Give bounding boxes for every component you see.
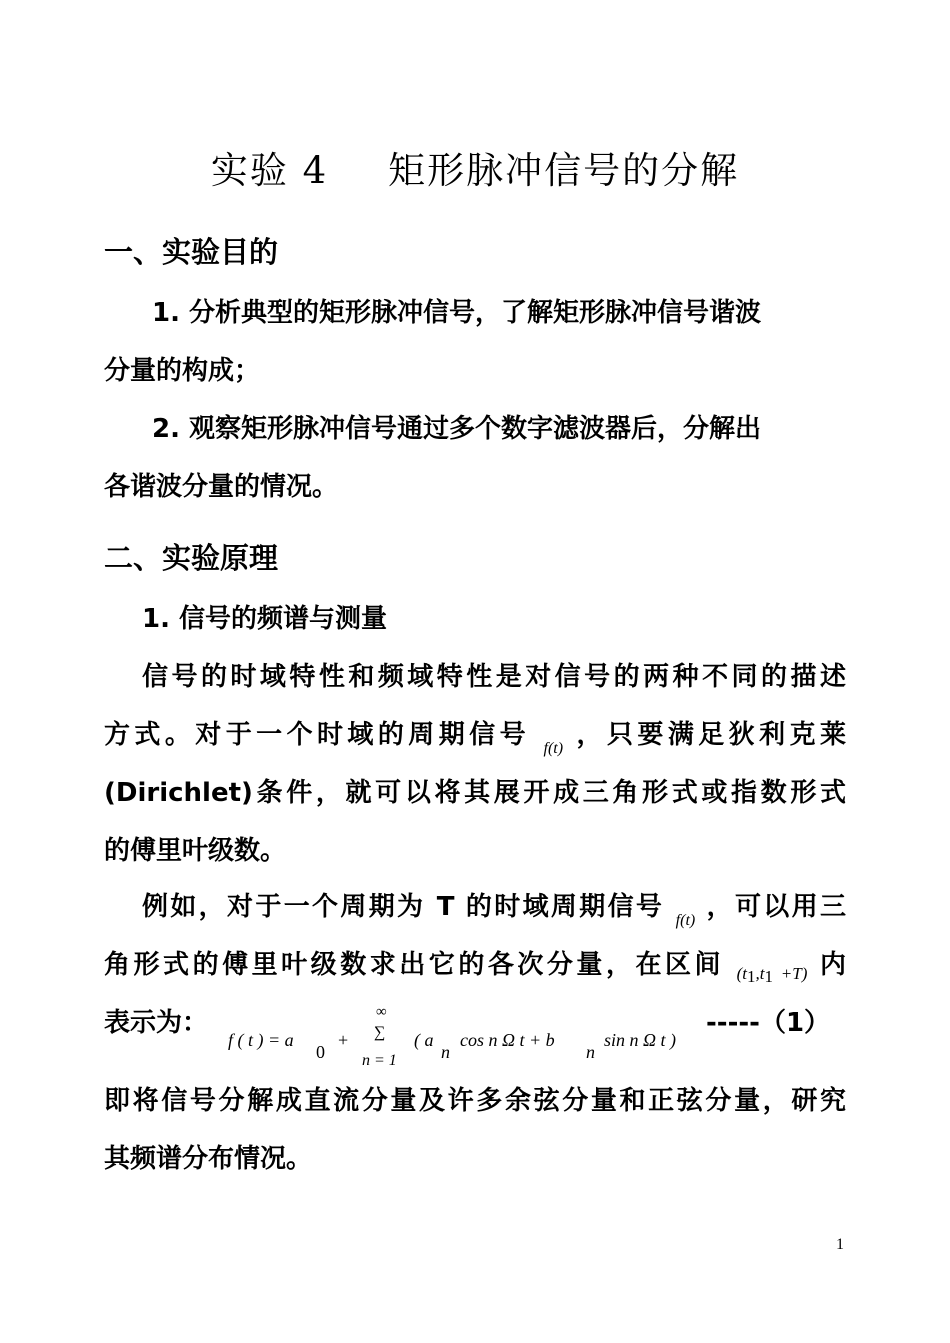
formula-an-sub: n xyxy=(441,1042,450,1062)
ft-symbol: f(t) xyxy=(543,740,564,757)
formula-sum-lower: n = 1 xyxy=(362,1052,397,1069)
formula-sum-upper: ∞ xyxy=(376,1004,387,1020)
formula-cos-term: cos n Ω t + b xyxy=(460,1030,555,1050)
para2-line-1 xyxy=(142,886,846,929)
title-prefix: 实验 4 xyxy=(210,149,329,192)
section-heading-objectives: 一、实验目的 xyxy=(104,235,279,269)
subheading-spectrum: 1. 信号的频谱与测量 xyxy=(142,604,388,634)
para1-line-2-text-a: 方式。对于一个时域的周期信号 xyxy=(104,720,531,750)
objective-2-line-1: 2. 观察矩形脉冲信号通过多个数字滤波器后，分解出 xyxy=(152,414,762,444)
para2-line-2-text-a: 角形式的傅里叶级数求出它的各次分量，在区间 xyxy=(104,950,725,980)
para2-line-4: 即将信号分解成直流分量及许多余弦分量和正弦分量，研究 xyxy=(104,1086,846,1116)
fourier-series-formula xyxy=(228,1004,698,1072)
para2-line-1-text-a: 例如，对于一个周期为 T 的时域周期信号 xyxy=(142,892,665,922)
para1-line-2-text-b: ，只要满足狄利克莱 xyxy=(576,720,846,750)
page-number: 1 xyxy=(836,1236,844,1253)
interval-symbol: (t1,t1 +T) xyxy=(736,964,808,986)
para2-line-1-text-b: ，可以用三 xyxy=(706,892,846,922)
objective-1-line-2: 分量的构成； xyxy=(104,356,261,386)
para1-line-2 xyxy=(104,714,846,757)
page-title xyxy=(0,140,950,194)
formula-sin-term: sin n Ω t ) xyxy=(604,1030,677,1050)
formula-lhs: f ( t ) = a xyxy=(228,1030,294,1050)
para1-line-1: 信号的时域特性和频域特性是对信号的两种不同的描述 xyxy=(142,662,846,692)
para2-line-2 xyxy=(104,944,846,986)
objective-1-line-1: 1. 分析典型的矩形脉冲信号，了解矩形脉冲信号谐波 xyxy=(152,298,762,328)
formula-a0-sub: 0 xyxy=(316,1042,325,1062)
para2-line-3: 表示为： xyxy=(104,1008,209,1038)
objective-2-line-2: 各谐波分量的情况。 xyxy=(104,472,339,502)
para2-line-2-text-b: 内 xyxy=(819,950,846,980)
para2-line-5: 其频谱分布情况。 xyxy=(104,1144,313,1174)
section-heading-principles: 二、实验原理 xyxy=(104,541,279,575)
formula-bn-sub: n xyxy=(586,1042,595,1062)
formula-plus: + xyxy=(338,1030,349,1050)
ft-symbol-2: f(t) xyxy=(675,912,696,929)
formula-sum-sign: ∑ xyxy=(374,1024,386,1041)
para1-line-4: 的傅里叶级数。 xyxy=(104,836,287,866)
equation-number: -----（1） xyxy=(706,1008,831,1038)
para1-line-3: (Dirichlet)条件，就可以将其展开成三角形式或指数形式 xyxy=(104,778,846,808)
title-main: 矩形脉冲信号的分解 xyxy=(388,149,740,192)
formula-paren-a: ( a xyxy=(414,1030,434,1050)
